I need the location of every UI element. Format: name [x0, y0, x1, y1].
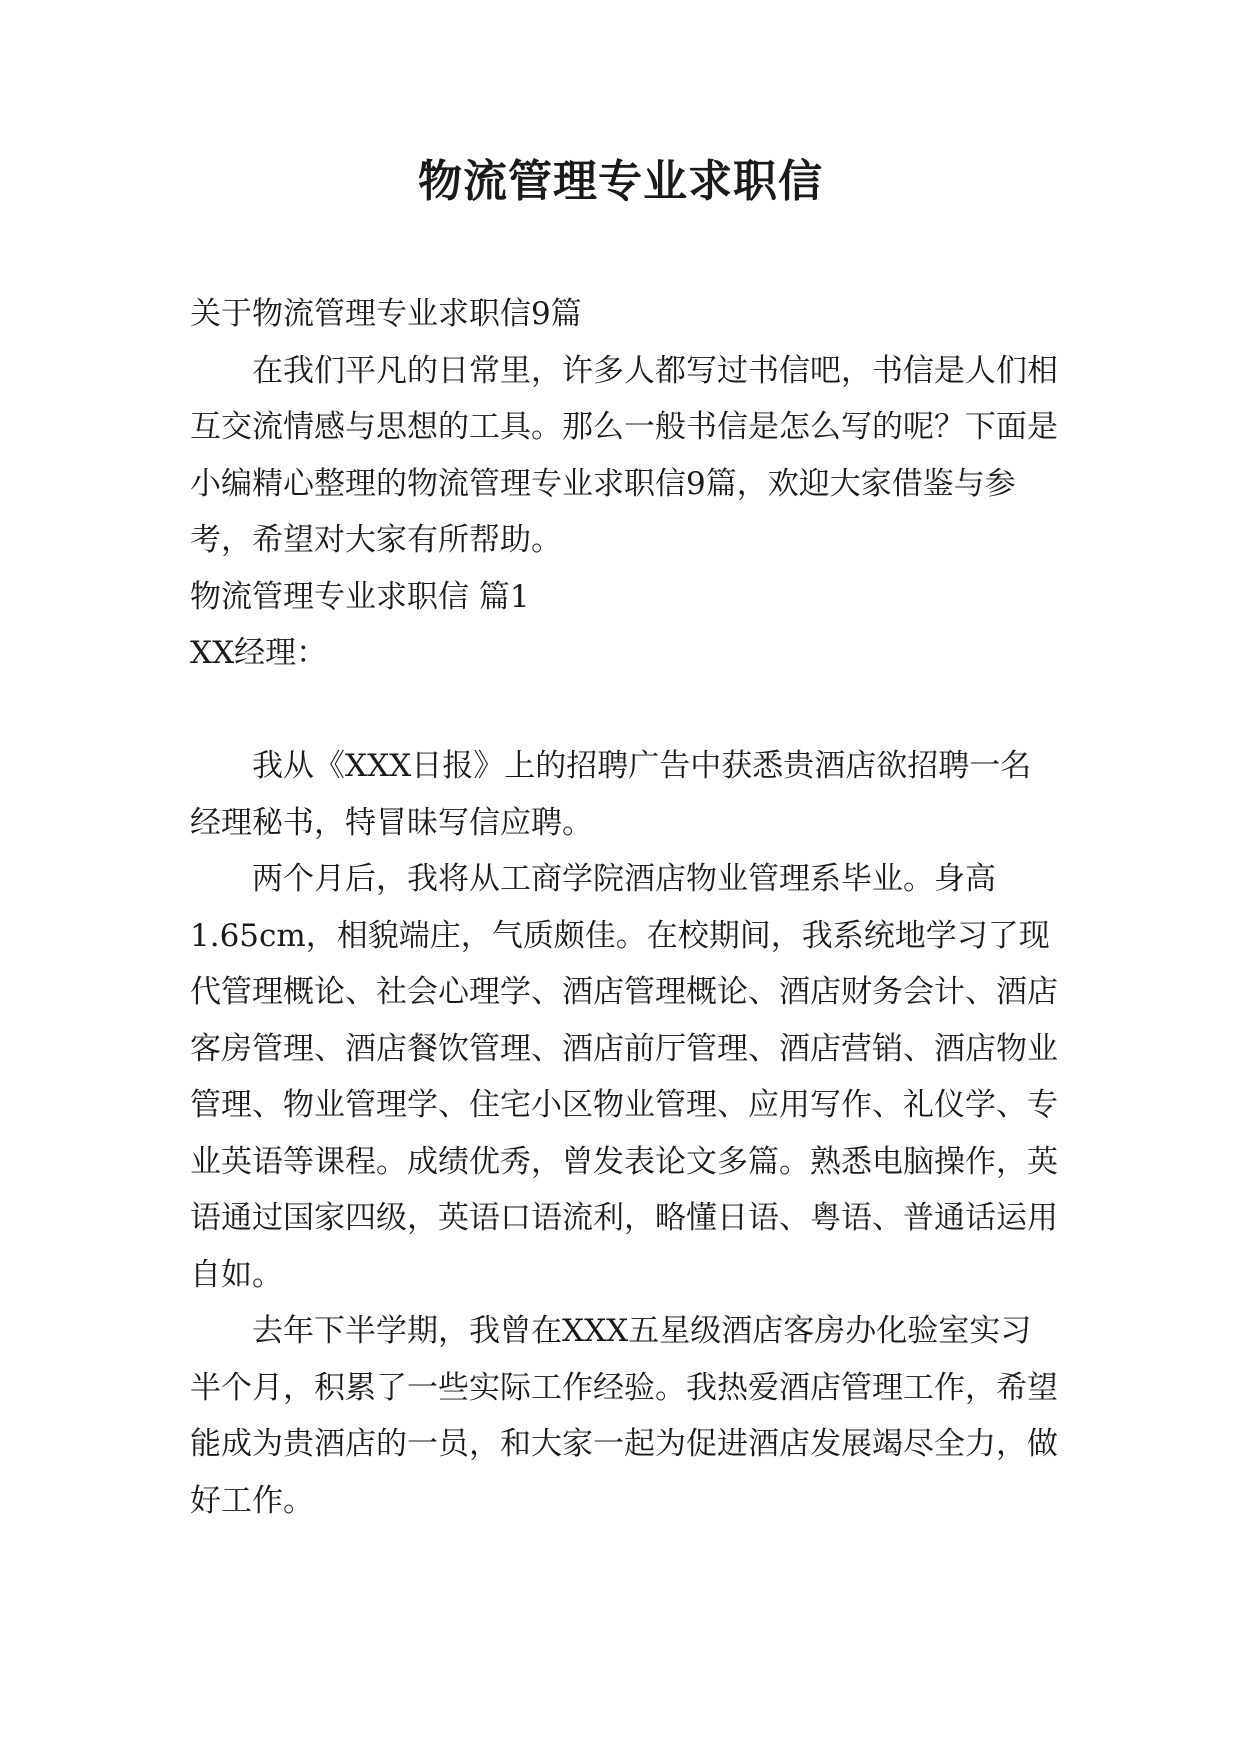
document-body	[190, 286, 1062, 1529]
letter-paragraph-3: 去年下半学期，我曾在XXX五星级酒店客房办化验室实习半个月，积累了一些实际工作经验。我热爱酒店管理工作，希望能成为贵酒店的一员，和大家一起为促进酒店发展竭尽全力，做好工作。	[190, 1313, 1058, 1519]
letter-paragraph-2: 两个月后，我将从工商学院酒店物业管理系毕业。身高1.65cm，相貌端庄，气质颇佳。在校期间，我系统地学习了现代管理概论、社会心理学、酒店管理概论、酒店财务会计、酒店客房管理、酒店餐饮管理、酒店前厅管理、酒店营销、酒店物业管理、物业管理学、住宅小区物业管理、应用写作、礼仪学、专业英语等课程。成绩优秀，曾发表论文多篇。熟悉电脑操作，英语通过国家四级，英语口语流利，略懂日语、粤语、普通话运用自如。	[190, 861, 1058, 1293]
collection-heading: 关于物流管理专业求职信9篇	[190, 296, 582, 332]
document-title: 物流管理专业求职信	[418, 156, 823, 207]
intro-paragraph: 在我们平凡的日常里，许多人都写过书信吧，书信是人们相互交流情感与思想的工具。那么一般书信是怎么写的呢？下面是小编精心整理的物流管理专业求职信9篇，欢迎大家借鉴与参考，希望对大家有所帮助。	[190, 352, 1058, 558]
letter-salutation: XX经理：	[190, 635, 328, 671]
blank-line	[190, 682, 1062, 739]
letter-paragraph-1: 我从《XXX日报》上的招聘广告中获悉贵酒店欲招聘一名经理秘书，特冒昧写信应聘。	[190, 748, 1032, 841]
letter-section-heading: 物流管理专业求职信 篇1	[190, 578, 530, 615]
